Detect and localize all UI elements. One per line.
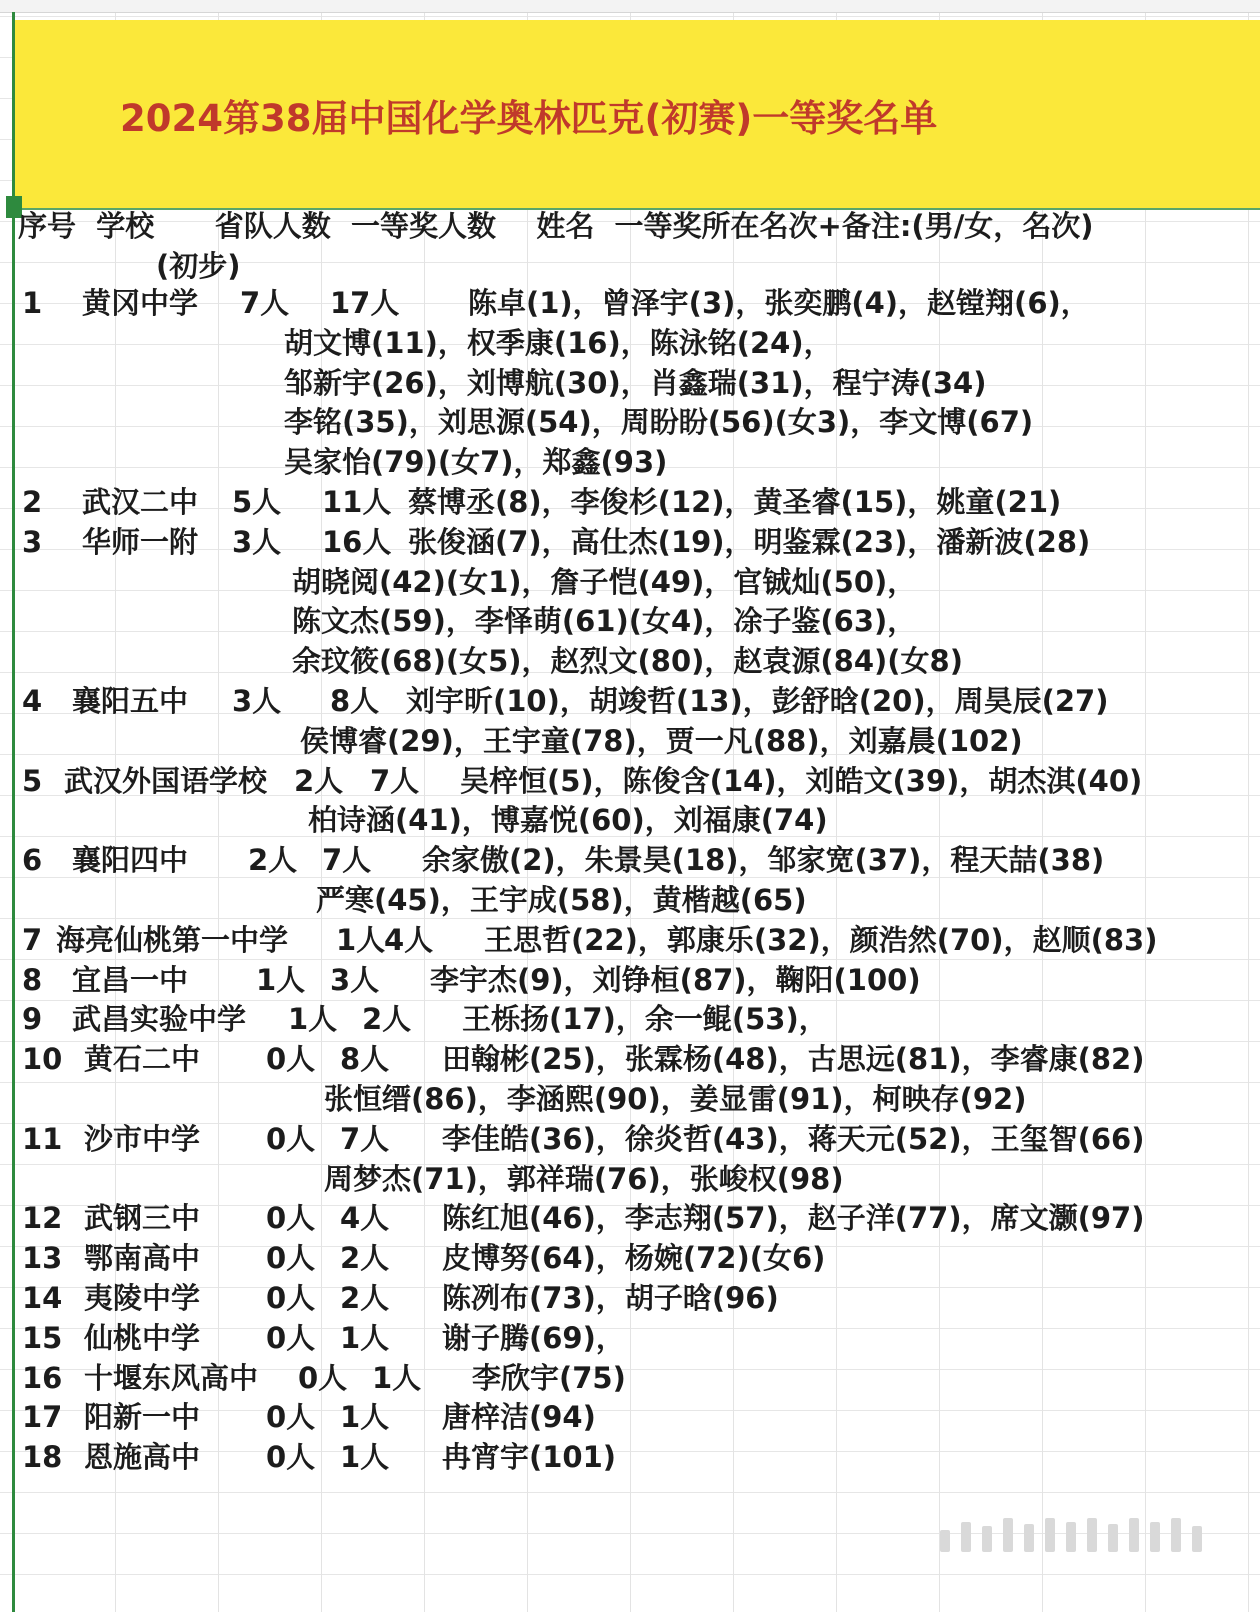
provincial-team-count: 2人 (294, 763, 344, 798)
watermark-bar (1066, 1522, 1076, 1552)
table-row (0, 681, 1240, 721)
table-row (0, 761, 1240, 801)
watermark-bar (1129, 1518, 1139, 1552)
school-name: 鄂南高中 (84, 1241, 201, 1276)
watermark-bar (1150, 1522, 1160, 1552)
watermark-bar (1171, 1518, 1181, 1552)
provincial-team-count: 0人 (266, 1400, 316, 1435)
winner-names-continued: 周梦杰(71)，郭祥瑞(76)，张峻权(98) (324, 1161, 844, 1196)
provincial-team-count: 1人 (288, 1002, 338, 1037)
table-row (0, 1238, 1240, 1278)
school-name: 黄石二中 (84, 1042, 201, 1077)
school-name: 武汉二中 (82, 485, 199, 519)
table-row (0, 999, 1240, 1039)
row-number: 11 (22, 1121, 63, 1156)
provincial-team-count: 0人 (266, 1320, 316, 1355)
watermark-bar (982, 1526, 992, 1552)
watermark-bar (940, 1530, 950, 1552)
provincial-team-count: 0人 (266, 1201, 316, 1236)
table-row (0, 1397, 1240, 1437)
first-prize-count: 1人 (372, 1360, 422, 1395)
winner-names: 冉宵宇(101) (442, 1440, 617, 1475)
watermark-bar (1024, 1524, 1034, 1552)
watermark-bar (1192, 1526, 1202, 1552)
winner-names: 吴梓恒(5)，陈俊含(14)，刘皓文(39)，胡杰淇(40) (460, 763, 1143, 798)
row-number: 15 (22, 1320, 63, 1355)
winner-names: 陈红旭(46)，李志翔(57)，赵子洋(77)，席文灏(97) (442, 1201, 1145, 1236)
provincial-team-count: 0人 (266, 1042, 316, 1077)
watermark-bar (961, 1522, 971, 1552)
table-row (0, 283, 1240, 323)
winner-names: 王思哲(22)，郭康乐(32)，颜浩然(70)，赵顺(83) (484, 922, 1158, 957)
winner-names-continued: 胡晓阅(42)(女1)，詹子恺(49)，官铖灿(50)， (292, 564, 917, 599)
row-number: 6 (22, 843, 43, 878)
first-prize-count: 1人 (340, 1400, 390, 1435)
school-name: 武钢三中 (84, 1201, 201, 1236)
row-number: 3 (22, 524, 43, 559)
first-prize-count: 3人 (330, 962, 380, 997)
winner-names: 李欣宇(75) (472, 1360, 626, 1395)
table-row (0, 1437, 1240, 1477)
school-name: 武昌实验中学 (72, 1002, 247, 1037)
first-prize-count: 4人 (340, 1201, 390, 1236)
winner-names: 张俊涵(7)，高仕杰(19)，明鉴霖(23)，潘新波(28) (408, 524, 1091, 559)
winner-names: 陈卓(1)，曾泽宇(3)，张奕鹏(4)，赵镗翔(6)， (468, 286, 1090, 320)
winner-names-continued: 邹新宇(26)，刘博航(30)，肖鑫瑞(31)，程宁涛(34) (284, 365, 987, 400)
column-header-strip (0, 0, 1260, 13)
school-name: 襄阳四中 (72, 843, 189, 878)
provincial-team-count: 5人 (232, 485, 282, 519)
row-number: 13 (22, 1241, 63, 1276)
winner-names: 刘宇昕(10)，胡竣哲(13)，彭舒晗(20)，周昊辰(27) (406, 684, 1109, 718)
first-prize-count: 16人 (322, 524, 392, 559)
school-name: 华师一附 (82, 524, 199, 559)
winner-names-continued: 胡文博(11)，权季康(16)，陈泳铭(24)， (284, 325, 833, 360)
winner-names-continued: 陈文杰(59)，李怿萌(61)(女4)，凃子鉴(63)， (292, 604, 917, 639)
row-number: 17 (22, 1400, 63, 1435)
row-number: 4 (22, 684, 43, 718)
provincial-team-count: 0人 (266, 1281, 316, 1315)
row-number: 9 (22, 1002, 43, 1037)
row-number: 7 (22, 922, 43, 957)
first-prize-count: 17人 (330, 286, 400, 320)
table-row (0, 1358, 1240, 1398)
winner-names-continued: 柏诗涵(41)，博嘉悦(60)，刘福康(74) (308, 803, 828, 838)
winner-names: 王栎扬(17)，余一鲲(53)， (462, 1002, 828, 1037)
provincial-team-count: 3人 (232, 524, 282, 559)
first-prize-count: 2人 (362, 1002, 412, 1037)
school-name: 恩施高中 (84, 1440, 201, 1475)
first-prize-count: 8人 (330, 684, 380, 718)
table-row (0, 960, 1240, 1000)
provincial-team-count: 1人 (336, 922, 386, 957)
winner-names-continued: 侯博睿(29)，王宇童(78)，贾一凡(88)，刘嘉晨(102) (300, 723, 1023, 758)
winner-names: 李宇杰(9)，刘铮桓(87)，鞠阳(100) (430, 962, 921, 997)
table-header-note: (初步) (156, 249, 241, 283)
winner-names: 蔡博丞(8)，李俊杉(12)，黄圣睿(15)，姚童(21) (408, 485, 1062, 519)
first-prize-count: 7人 (322, 843, 372, 878)
provincial-team-count: 0人 (266, 1121, 316, 1156)
table-row (0, 1039, 1240, 1079)
school-name: 武汉外国语学校 (64, 763, 268, 798)
provincial-team-count: 3人 (232, 684, 282, 718)
watermark-bar (1045, 1518, 1055, 1552)
table-row (0, 1119, 1240, 1159)
first-prize-count: 11人 (322, 485, 392, 519)
first-prize-count: 7人 (370, 763, 420, 798)
row-number: 8 (22, 962, 43, 997)
provincial-team-count: 2人 (248, 843, 298, 878)
school-name: 黄冈中学 (82, 286, 199, 320)
watermark-bar (1087, 1518, 1097, 1552)
provincial-team-count: 0人 (298, 1360, 348, 1395)
table-row (0, 1278, 1240, 1318)
row-number: 1 (22, 286, 43, 320)
row-number: 2 (22, 485, 43, 519)
provincial-team-count: 1人 (256, 962, 306, 997)
row-number: 14 (22, 1281, 63, 1315)
table-row (0, 482, 1240, 522)
school-name: 夷陵中学 (84, 1281, 201, 1315)
watermark-logo (940, 1512, 1230, 1552)
winner-names: 唐梓洁(94) (442, 1400, 596, 1435)
school-name: 海亮仙桃第一中学 (56, 922, 289, 957)
table-row (0, 1318, 1240, 1358)
first-prize-count: 8人 (340, 1042, 390, 1077)
table-row (0, 1198, 1240, 1238)
watermark-bar (1108, 1524, 1118, 1552)
provincial-team-count: 0人 (266, 1440, 316, 1475)
winner-names-continued: 张恒缙(86)，李涵熙(90)，姜显雷(91)，柯映存(92) (324, 1082, 1027, 1116)
school-name: 宜昌一中 (72, 962, 189, 997)
winner-names-continued: 严寒(45)，王宇成(58)，黄楷越(65) (316, 883, 807, 917)
first-prize-count: 7人 (340, 1121, 390, 1156)
winner-names: 皮博努(64)，杨婉(72)(女6) (442, 1241, 826, 1276)
table-row (0, 840, 1240, 880)
winner-names: 田翰彬(25)，张霖杨(48)，古思远(81)，李睿康(82) (442, 1042, 1145, 1077)
first-prize-count: 1人 (340, 1440, 390, 1475)
winner-names: 谢子腾(69)， (442, 1320, 625, 1355)
page-title: 2024第38届中国化学奥林匹克(初赛)一等奖名单 (120, 97, 938, 140)
winner-names-continued: 余玟筱(68)(女5)，赵烈文(80)，赵袁源(84)(女8) (292, 644, 963, 679)
row-number: 5 (22, 763, 43, 798)
school-name: 阳新一中 (84, 1400, 201, 1435)
table-row (0, 522, 1240, 562)
first-prize-count: 2人 (340, 1241, 390, 1276)
school-name: 沙市中学 (84, 1121, 201, 1156)
table-row (0, 920, 1240, 960)
row-number: 10 (22, 1042, 63, 1077)
school-name: 仙桃中学 (84, 1320, 201, 1355)
school-name: 襄阳五中 (72, 684, 189, 718)
first-prize-count: 1人 (340, 1320, 390, 1355)
winner-names: 余家傲(2)，朱景昊(18)，邹家宽(37)，程天喆(38) (422, 843, 1105, 878)
first-prize-count: 4人 (384, 922, 434, 957)
row-number: 16 (22, 1360, 63, 1395)
table-header: 序号 学校 省队人数 一等奖人数 姓名 一等奖所在名次+备注:(男/女，名次) (18, 209, 1094, 243)
winner-names: 陈冽布(73)，胡子晗(96) (442, 1281, 779, 1315)
first-prize-count: 2人 (340, 1281, 390, 1315)
title-banner[interactable] (15, 20, 1260, 210)
provincial-team-count: 0人 (266, 1241, 316, 1276)
row-number: 12 (22, 1201, 63, 1236)
winner-names-continued: 李铭(35)，刘思源(54)，周盼盼(56)(女3)，李文博(67) (284, 405, 1034, 440)
winner-names-continued: 吴家怡(79)(女7)，郑鑫(93) (284, 445, 668, 480)
provincial-team-count: 7人 (240, 286, 290, 320)
winner-names: 李佳皓(36)，徐炎哲(43)，蒋天元(52)，王玺智(66) (442, 1121, 1145, 1156)
row-number: 18 (22, 1440, 63, 1475)
watermark-bar (1003, 1518, 1013, 1552)
school-name: 十堰东风高中 (84, 1360, 259, 1395)
